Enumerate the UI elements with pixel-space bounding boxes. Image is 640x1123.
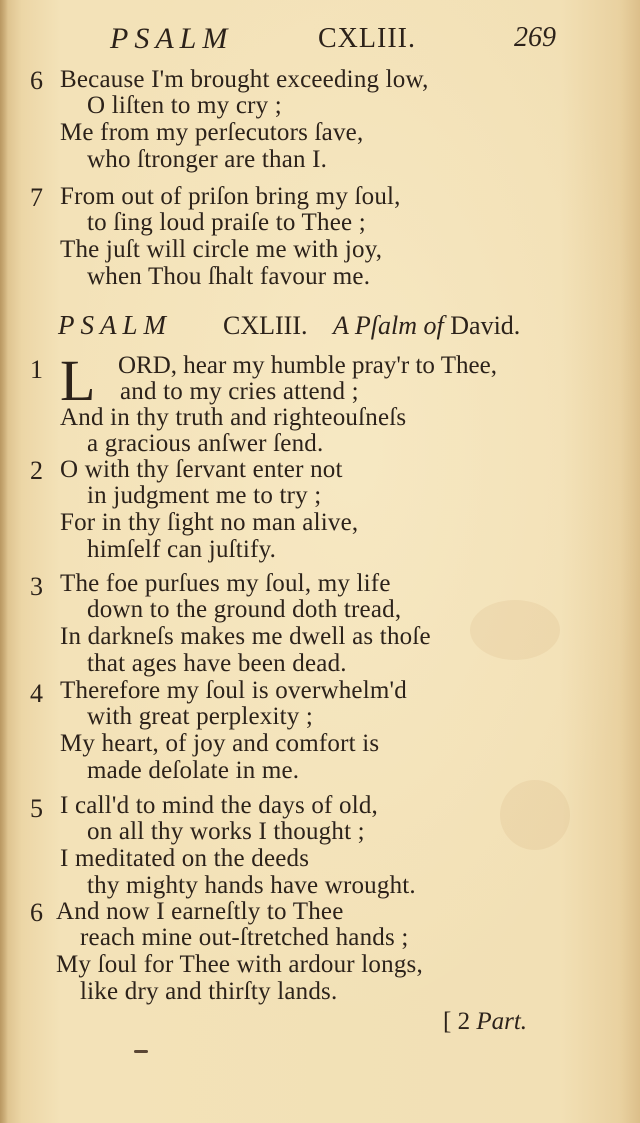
verse-line: and to my cries attend ; [120,378,359,405]
page-gutter-shadow [0,0,8,1123]
verse-line: like dry and thirſty lands. [80,978,338,1005]
verse-line: himſelf can juſtify. [87,536,277,563]
verse-line: when Thou ſhalt favour me. [87,263,371,290]
verse-line: O with thy ſervant enter not [60,456,343,483]
paper-stain [500,780,570,850]
heading-number: CXLIII. [223,311,308,340]
paper-stain [470,600,560,660]
verse-number: 6 [30,898,43,927]
catchword [443,1008,527,1036]
verse-line: ORD, hear my humble pray'r to Thee, [118,352,497,379]
psalm-heading [58,310,618,346]
verse-line: that ages have been dead. [87,650,347,677]
catchword-bracket: [ [443,1008,452,1035]
verse-line: on all thy works I thought ; [87,818,365,845]
verse-line: down to the ground doth tread, [87,596,402,623]
verse-line: to ſing loud praiſe to Thee ; [87,209,366,236]
verse-line: Therefore my ſoul is overwhelm'd [60,677,407,704]
verse-line: Me from my perſecutors ſave, [60,119,364,146]
verse-line: who ſtronger are than I. [87,146,328,173]
verse-line: The juſt will circle me with joy, [60,236,383,263]
page-number: 269 [514,22,556,53]
heading-title-italic: A Pſalm of [333,311,444,340]
verse-line: reach mine out-ſtretched hands ; [80,924,409,951]
running-head-number: CXLIII. [318,23,416,54]
verse-line: My heart, of joy and comfort is [60,730,380,757]
catchword-word: Part. [476,1008,528,1035]
verse-line: I meditated on the deeds [60,845,310,872]
verse-number: 1 [30,355,43,384]
ink-mark [134,1050,148,1053]
running-head-psalm: PSALM [110,22,234,55]
verse-number: 6 [30,66,43,95]
verse-number: 3 [30,572,43,601]
drop-cap: L [60,348,96,413]
verse-number: 2 [30,456,43,485]
verse-line: Because I'm brought exceeding low, [60,66,429,93]
verse-line: From out of priſon bring my ſoul, [60,183,401,210]
verse-line: My ſoul for Thee with ardour longs, [56,951,423,978]
verse-line: a gracious anſwer ſend. [87,430,324,457]
verse-line: In darkneſs makes me dwell as thoſe [60,623,431,650]
catchword-number: 2 [457,1008,471,1035]
verse-line: And in thy truth and righteouſneſs [60,404,407,431]
verse-line: made deſolate in me. [87,757,300,784]
verse-line: The foe purſues my ſoul, my life [60,570,391,597]
verse-number: 5 [30,794,43,823]
verse-number: 4 [30,679,43,708]
verse-line: I call'd to mind the days of old, [60,792,378,819]
heading-title-roman: David. [450,311,521,340]
heading-title [333,311,520,341]
verse-line: with great perplexity ; [87,703,314,730]
verse-line: thy mighty hands have wrought. [87,872,416,899]
verse-line: in judgment me to try ; [87,482,322,509]
verse-number: 7 [30,183,43,212]
heading-psalm: PSALM [58,310,172,340]
running-head [0,22,640,58]
verse-line: And now I earneſtly to Thee [56,898,344,925]
verse-line: O liſten to my cry ; [87,92,282,119]
verse-line: For in thy ſight no man alive, [60,509,359,536]
